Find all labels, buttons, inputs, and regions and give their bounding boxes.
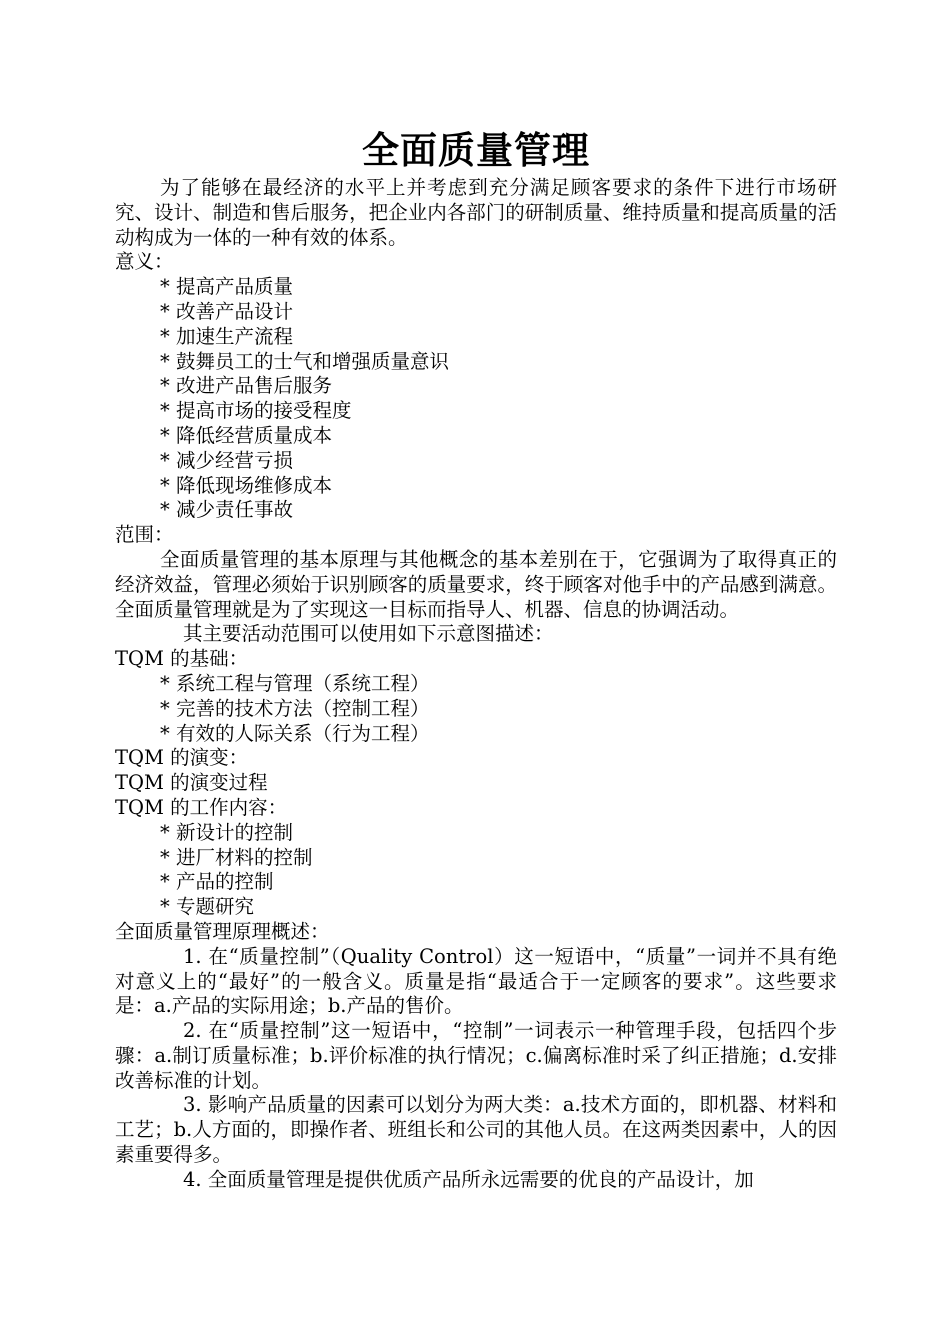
list-item: * 专题研究	[160, 895, 254, 919]
scope-heading: 范围：	[115, 523, 174, 547]
principle-paragraph: 3. 影响产品质量的因素可以划分为两大类：a.技术方面的，即机器、材料和工艺；b.人方面的，即操作者、班组长和公司的其他人员。在这两类因素中，人的因素重要得多。	[115, 1093, 837, 1167]
principles-heading: 全面质量管理原理概述：	[115, 919, 330, 943]
list-item: * 新设计的控制	[160, 820, 293, 844]
list-item: * 减少经营亏损	[160, 448, 293, 472]
list-item: * 降低经营质量成本	[160, 423, 332, 447]
scope-paragraph: 全面质量管理的基本原理与其他概念的基本差别在于，它强调为了取得真正的经济效益，管理必须始于识别顾客的质量要求，终于顾客对他手中的产品感到满意。全面质量管理就是为了实现这一目标而指导人、机器、信息的协调活动。	[115, 547, 837, 621]
list-item: * 完善的技术方法（控制工程）	[160, 696, 430, 720]
list-item: * 降低现场维修成本	[160, 473, 332, 497]
evolution-process: TQM 的演变过程	[115, 771, 268, 795]
document-page	[115, 124, 837, 1193]
meaning-heading: 意义：	[115, 250, 174, 274]
principle-paragraph: 1. 在“质量控制”（Quality Control）这一短语中，“质量”一词并不具有绝对意义上的“最好”的一般含义。质量是指“最适合于一定顾客的要求”。这些要求是：a.产品的实际用途；b.产品的售价。	[115, 944, 837, 1018]
list-item: * 提高产品质量	[160, 275, 293, 299]
diagram-note: 其主要活动范围可以使用如下示意图描述：	[183, 622, 554, 646]
list-item: * 系统工程与管理（系统工程）	[160, 671, 430, 695]
work-heading: TQM 的工作内容：	[115, 795, 288, 819]
list-item: * 减少责任事故	[160, 498, 293, 522]
list-item: * 提高市场的接受程度	[160, 399, 352, 423]
list-item: * 进厂材料的控制	[160, 845, 313, 869]
list-item: * 改进产品售后服务	[160, 374, 332, 398]
list-item: * 鼓舞员工的士气和增强质量意识	[160, 349, 449, 373]
foundation-heading: TQM 的基础：	[115, 647, 249, 671]
list-item: * 加速生产流程	[160, 324, 293, 348]
principle-paragraph: 4. 全面质量管理是提供优质产品所永远需要的优良的产品设计，加	[183, 1167, 754, 1191]
evolution-heading: TQM 的演变：	[115, 746, 249, 770]
list-item: * 产品的控制	[160, 870, 274, 894]
intro-paragraph: 为了能够在最经济的水平上并考虑到充分满足顾客要求的条件下进行市场研究、设计、制造和售后服务，把企业内各部门的研制质量、维持质量和提高质量的活动构成为一体的一种有效的体系。	[115, 176, 837, 249]
list-item: * 有效的人际关系（行为工程）	[160, 721, 430, 745]
document-title: 全面质量管理	[362, 128, 590, 172]
principle-paragraph: 2. 在“质量控制”这一短语中，“控制”一词表示一种管理手段，包括四个步骤：a.制订质量标准；b.评价标准的执行情况；c.偏离标准时采了纠正措施；d.安排改善标准的计划。	[115, 1019, 837, 1092]
list-item: * 改善产品设计	[160, 299, 293, 323]
